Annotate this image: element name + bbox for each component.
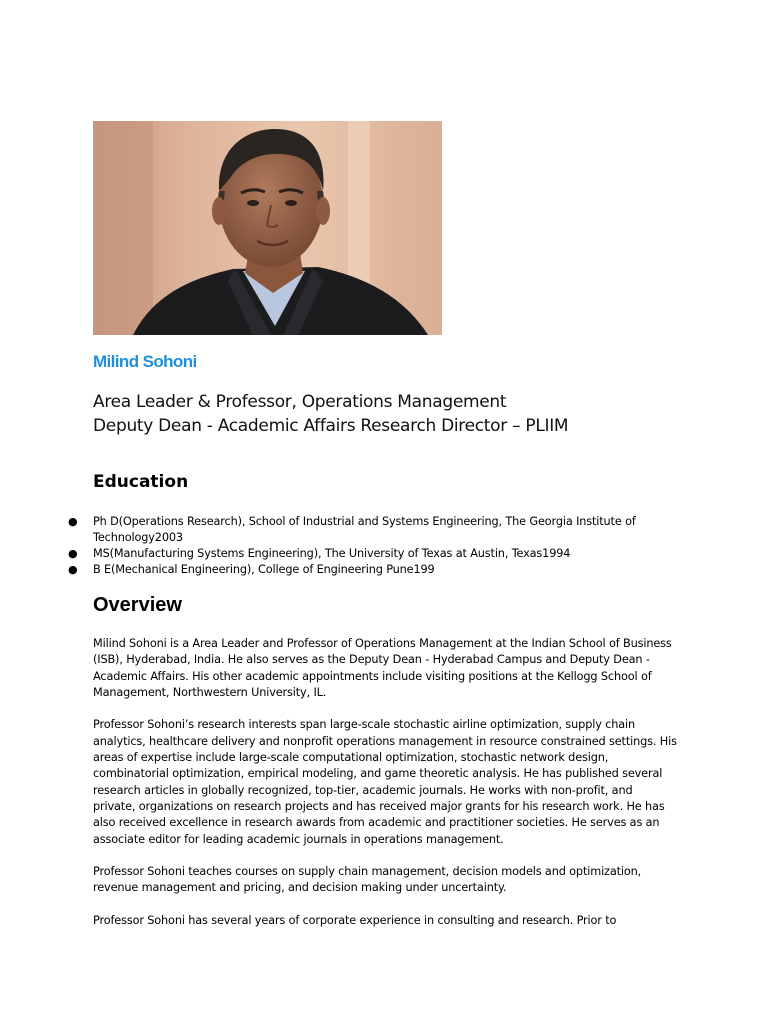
profile-titles [93, 390, 568, 438]
education-item [0, 546, 673, 562]
education-item-text: MS(Manufacturing Systems Engineering), The University of Texas at Austin, Texas1994 [93, 547, 571, 560]
bullet-icon: ● [68, 547, 78, 560]
overview-paragraph: Milind Sohoni is a Area Leader and Professor of Operations Management at the Indian School of Business (ISB), Hyderabad, India. He also serves as the Deputy Dean - Hyderabad Campus and Deputy Dean - Academic Affairs. His other academic appointments include visiting positions at the Kellogg School of Management, Northwestern University, IL. [93, 637, 672, 699]
overview-paragraph: Professor Sohoni’s research interests span large-scale stochastic airline optimization, supply chain analytics, healthcare delivery and nonprofit operations management in resource constrained settings. His areas of expertise include large-scale computational optimization, stochastic network design, combinatorial optimization, empirical modeling, and game theoretic analysis. He has published several research articles in globally recognized, top-tier, academic journals. He works with non-profit, and private, organizations on research projects and has received major grants for his research work. He has also received excellence in research awards from academic and practitioner societies. He serves as an associate editor for leading academic journals in operations management. [93, 718, 677, 846]
education-item [0, 562, 673, 578]
bullet-icon: ● [68, 515, 78, 528]
overview-paragraph: Professor Sohoni teaches courses on supply chain management, decision models and optimization, revenue management and pricing, and decision making under uncertainty. [93, 865, 642, 895]
profile-photo [93, 121, 442, 335]
education-item-text: Ph D(Operations Research), School of Industrial and Systems Engineering, The Georgia Institute of Technology2003 [93, 515, 636, 544]
profile-title-line: Area Leader & Professor, Operations Management [93, 392, 507, 412]
bullet-icon: ● [68, 563, 78, 576]
overview-heading: Overview [93, 594, 182, 616]
overview-body [93, 636, 678, 946]
education-list [0, 514, 768, 578]
education-item [0, 514, 673, 546]
profile-name: Milind Sohoni [93, 352, 197, 371]
education-heading: Education [93, 472, 189, 492]
overview-paragraph: Professor Sohoni has several years of corporate experience in consulting and research. Prior to [93, 914, 617, 928]
education-item-text: B E(Mechanical Engineering), College of Engineering Pune199 [93, 563, 435, 576]
profile-title-line: Deputy Dean - Academic Affairs Research Director – PLIIM [93, 416, 569, 436]
